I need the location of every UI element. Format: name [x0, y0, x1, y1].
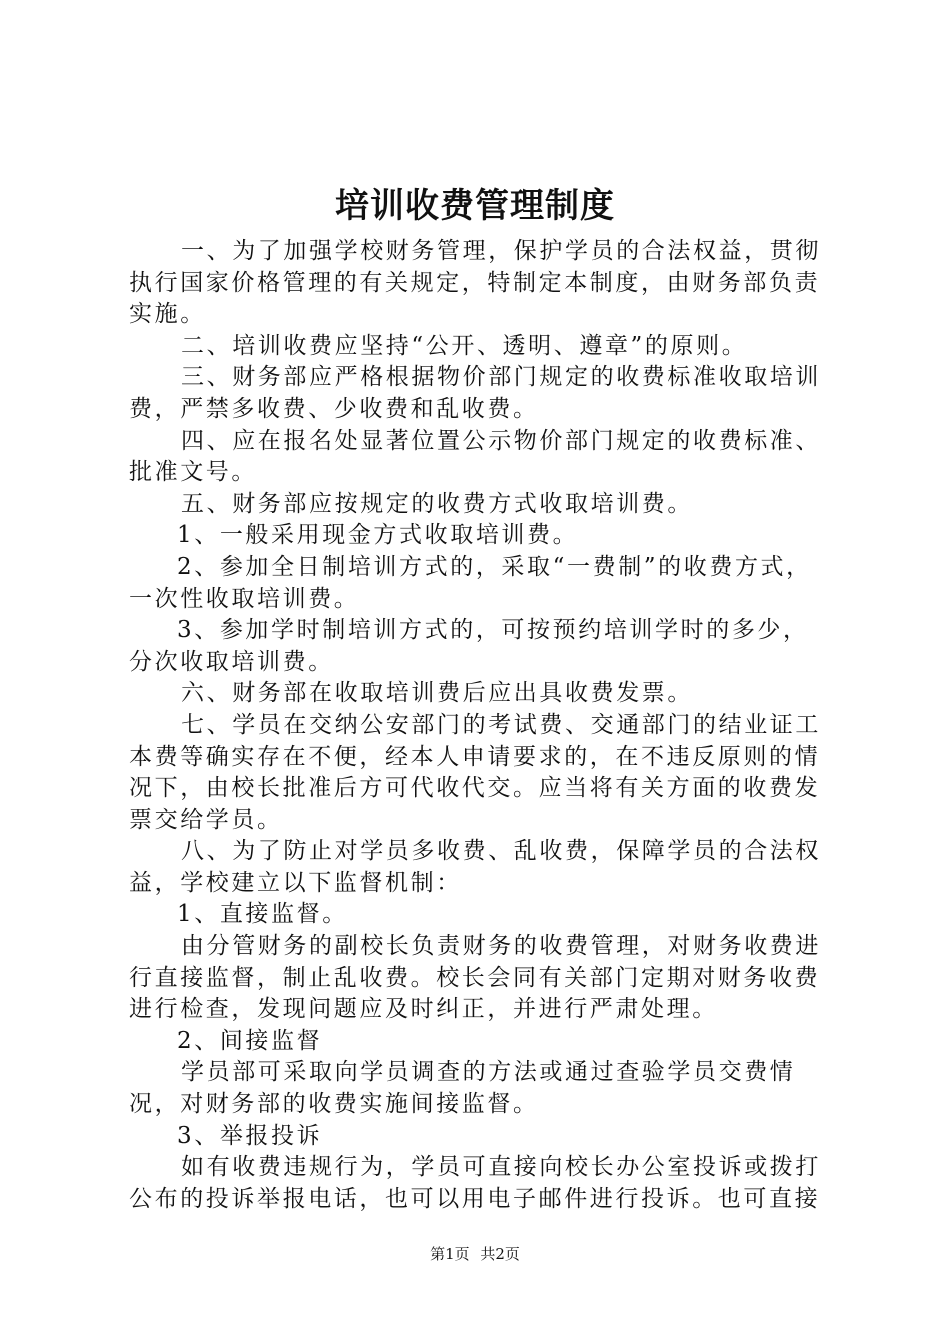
paragraph-8: 3、参加学时制培训方式的，可按预约培训学时的多少，分次收取培训费。 — [129, 617, 809, 675]
paragraph-4: 四、应在报名处显著位置公示物价部门规定的收费标准、批准文号。 — [129, 427, 821, 486]
paragraph-11: 八、为了防止对学员多收费、乱收费，保障学员的合法权益，学校建立以下监督机制： — [129, 838, 821, 896]
paragraph-3: 三、财务部应严格根据物价部门规定的收费标准收取培训费，严禁多收费、少收费和乱收费。 — [129, 364, 821, 422]
paragraph-10: 七、学员在交纳公安部门的考试费、交通部门的结业证工本费等确实存在不便，经本人申请要求的，在不违反原则的情况下，由校长批准后方可代收代交。应当将有关方面的收费发票交给学员。 — [129, 711, 821, 833]
paragraph-15: 学员部可采取向学员调查的方法或通过查验学员交费情况，对财务部的收费实施间接监督。 — [129, 1059, 796, 1118]
document-title: 培训收费管理制度 — [335, 186, 615, 226]
paragraph-17: 如有收费违规行为，学员可直接向校长办公室投诉或拨打公布的投诉举报电话，也可以用电子邮件进行投诉。也可直接 — [129, 1154, 821, 1212]
page-number: 第1页 — [430, 1245, 470, 1263]
paragraph-12: 1、直接监督。 — [177, 901, 348, 928]
paragraph-16: 3、举报投诉 — [177, 1122, 323, 1149]
paragraph-2: 二、培训收费应坚持“公开、透明、遵章”的原则。 — [181, 332, 748, 359]
paragraph-14: 2、间接监督 — [177, 1027, 323, 1054]
paragraph-5: 五、财务部应按规定的收费方式收取培训费。 — [181, 490, 693, 517]
document-body — [129, 236, 834, 1215]
page-footer — [0, 1244, 950, 1264]
paragraph-7: 2、参加全日制培训方式的，采取“一费制”的收费方式，一次性收取培训费。 — [129, 553, 812, 612]
paragraph-13: 由分管财务的副校长负责财务的收费管理，对财务收费进行直接监督，制止乱收费。校长会同有关部门定期对财务收费进行检查，发现问题应及时纠正，并进行严肃处理。 — [129, 933, 821, 1023]
page-total: 共2页 — [480, 1245, 520, 1263]
paragraph-9: 六、财务部在收取培训费后应出具收费发票。 — [181, 680, 693, 707]
paragraph-1: 一、为了加强学校财务管理，保护学员的合法权益，贯彻执行国家价格管理的有关规定，特制定本制度，由财务部负责实施。 — [129, 238, 821, 328]
paragraph-6: 1、一般采用现金方式收取培训费。 — [177, 522, 579, 549]
